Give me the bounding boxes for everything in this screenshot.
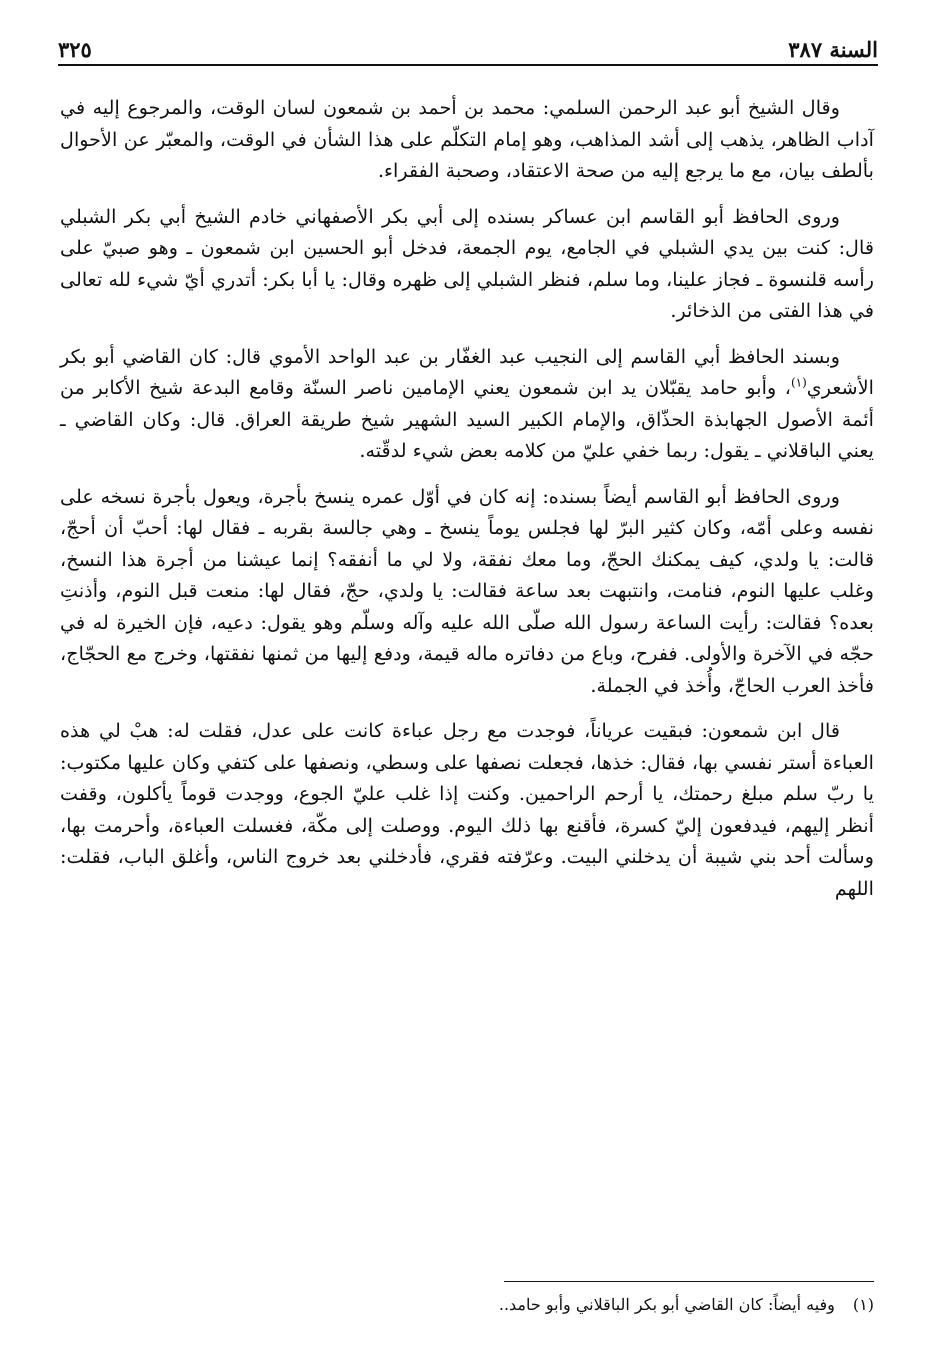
paragraph-najib-after: ، وأبو حامد يقبّلان يد ابن شمعون يعني الإمامين ناصر السنّة وقامع البدعة شيخ الأكابر من أئمة الأصول الجهابذة الحذّاق، والإمام الكبير السيد الشهير شيخ طريقة العراق. قال: وكان القاضي ـ يعني الباقلاني ـ يقول: ربما خفي عليّ من كلامه بعض شيء لدقّته. [60, 376, 874, 462]
paragraph-ibn-asakir: وروى الحافظ أبو القاسم ابن عساكر بسنده إلى أبي بكر الأصفهاني خادم الشيخ أبي بكر الشبلي قال: كنت بين يدي الشبلي في الجامع، يوم الجمعة، فدخل أبو الحسين ابن شمعون ـ وهو صبيّ على رأسه قلنسوة ـ فجاز علينا، وما سلم، فنظر الشبلي إلى ظهره وقال: يا أبا بكر: أتدري أيّ شيء لله تعالى في هذا الفتى من الذخائر. [60, 204, 874, 322]
footnote-reference[interactable]: (١) [790, 375, 807, 390]
paragraph-najib [60, 341, 874, 467]
footnote [74, 1292, 874, 1318]
page-number: ٣٢٥ [58, 37, 92, 62]
header-divider [58, 64, 878, 66]
footnote-number: (١) [852, 1295, 874, 1314]
footnote-text: وفيه أيضاً: كان القاضي أبو بكر الباقلاني وأبو حامد.. [498, 1295, 835, 1314]
paragraph-sulami: وقال الشيخ أبو عبد الرحمن السلمي: محمد بن أحمد بن شمعون لسان الوقت، والمرجوع إليه في آداب الظاهر، يذهب إلى أشد المذاهب، وهو إمام التكلّم على هذا الشأن في الوقت، والمعبّر عن الأحوال بألطف بيان، مع ما يرجع إليه من صحة الاعتقاد، وصحبة الفقراء. [60, 96, 874, 182]
paragraph-ibn-shamun: قال ابن شمعون: فبقيت عرياناً، فوجدت مع رجل عباءة كانت على عدل، فقلت له: هبْ لي هذه العباءة أستر نفسي بها، فقال: خذها، فجعلت نصفها على وسطي، ونصفها على كتفي وكان عليها مكتوب: يا ربّ سلم مبلغ رحمتك، يا أرحم الراحمين. وكنت إذا غلب عليّ الجوع، ووجدت قوماً يأكلون، وقفت أنظر إليهم، فيدفعون إليّ كسرة، فأقنع بها ذلك اليوم. ووصلت إلى مكّة، فغسلت العباءة، وأحرمت بها، وسألت أحد بني شيبة أن يدخلني البيت. وعرّفته فقري، فأدخلني بعد خروج الناس، وأغلق الباب، فقلت: اللهم [60, 719, 874, 900]
paragraph-hajj-story: وروى الحافظ أبو القاسم أيضاً بسنده: إنه كان في أوّل عمره ينسخ بأجرة، ويعول بأجرة نسخه على نفسه وعلى أمّه، وكان كثير البرّ لها فجلس يوماً ينسخ ـ وهي جالسة بقربه ـ فقال لها: أحبّ أن أحجّ، قالت: يا ولدي، كيف يمكنك الحجّ، وما معك نفقة، ولا لي ما أنفقه؟ إنما عيشنا من أجرة هذا النسخ، وغلب عليها النوم، فنامت، وانتبهت بعد ساعة فقالت: يا ولدي، حجّ، فقال لها: منعت قبل النوم، وأذنتِ بعده؟ فقالت: رأيت الساعة رسول الله صلّى الله عليه وآله وسلّم وهو يقول: دعيه، فإن الخيرة له في حجّه في الآخرة والأولى. ففرح، وباع من دفاتره ماله قيمة، ودفع إليها من ثمنها نفقتها، وخرج مع الحجّاج، فأخذ العرب الحاجّ، وأُخذ في الجملة. [60, 484, 874, 697]
main-text [60, 92, 874, 918]
paragraph-najib-before: وبسند الحافظ أبي القاسم إلى النجيب عبد الغفّار بن عبد الواحد الأموي قال: كان القاضي أبو بكر الأشعري [60, 344, 874, 399]
page-header [58, 28, 878, 62]
book-title: السنة ٣٨٧ [788, 37, 878, 62]
footnote-divider [504, 1281, 874, 1282]
